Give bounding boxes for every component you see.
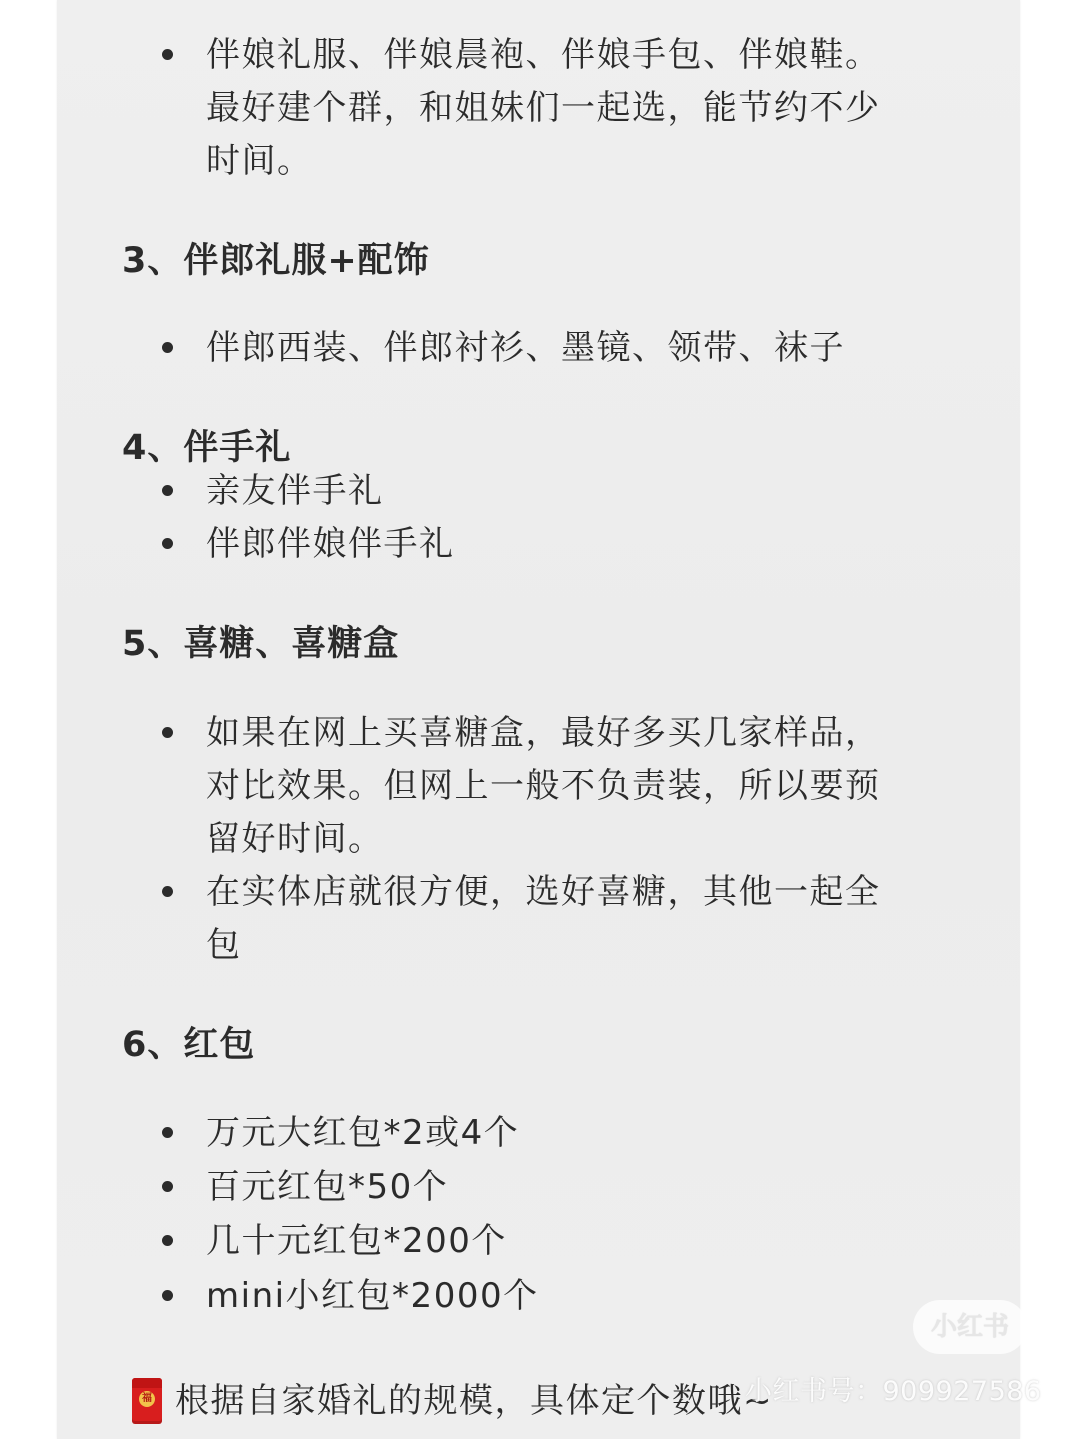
- list-item-line: 留好时间。: [206, 819, 384, 859]
- section-heading: 6、红包: [122, 1025, 256, 1065]
- watermark-logo: 小红书: [913, 1300, 1027, 1354]
- list-item-line: 伴郎伴娘伴手礼: [206, 524, 455, 564]
- red-envelope-icon: [132, 1378, 162, 1424]
- bullet-dot: [162, 485, 173, 496]
- footer-note: 根据自家婚礼的规模，具体定个数哦~: [175, 1381, 773, 1421]
- list-item-line: 如果在网上买喜糖盒，最好多买几家样品，: [206, 713, 881, 753]
- list-item-line: 伴娘礼服、伴娘晨袍、伴娘手包、伴娘鞋。: [206, 35, 881, 75]
- list-item-line: 时间。: [206, 141, 313, 181]
- list-item-line: 万元大红包*2或4个: [206, 1113, 520, 1153]
- envelope-flap: [132, 1378, 162, 1388]
- list-item-line: 对比效果。但网上一般不负责装，所以要预: [206, 766, 881, 806]
- bullet-dot: [162, 342, 173, 353]
- bullet-dot: [162, 1290, 173, 1301]
- section-heading: 3、伴郎礼服+配饰: [122, 241, 430, 281]
- bullet-dot: [162, 886, 173, 897]
- watermark-id: 小红书号：909927586: [745, 1376, 1042, 1407]
- list-item-line: 在实体店就很方便，选好喜糖，其他一起全: [206, 872, 881, 912]
- list-item-line: 包: [206, 925, 242, 965]
- bullet-dot: [162, 538, 173, 549]
- list-item-line: 亲友伴手礼: [206, 471, 384, 511]
- list-item-line: 最好建个群，和姐妹们一起选，能节约不少: [206, 88, 881, 128]
- section-heading: 4、伴手礼: [122, 428, 292, 468]
- list-item-line: 百元红包*50个: [206, 1167, 449, 1207]
- bullet-dot: [162, 49, 173, 60]
- bullet-dot: [162, 727, 173, 738]
- list-item-line: 几十元红包*200个: [206, 1221, 507, 1261]
- bullet-dot: [162, 1181, 173, 1192]
- bullet-dot: [162, 1235, 173, 1246]
- section-heading: 5、喜糖、喜糖盒: [122, 624, 400, 664]
- list-item-line: mini小红包*2000个: [206, 1276, 539, 1316]
- list-item-line: 伴郎西装、伴郎衬衫、墨镜、领带、袜子: [206, 328, 845, 368]
- bullet-dot: [162, 1127, 173, 1138]
- envelope-seal: 福: [139, 1391, 155, 1407]
